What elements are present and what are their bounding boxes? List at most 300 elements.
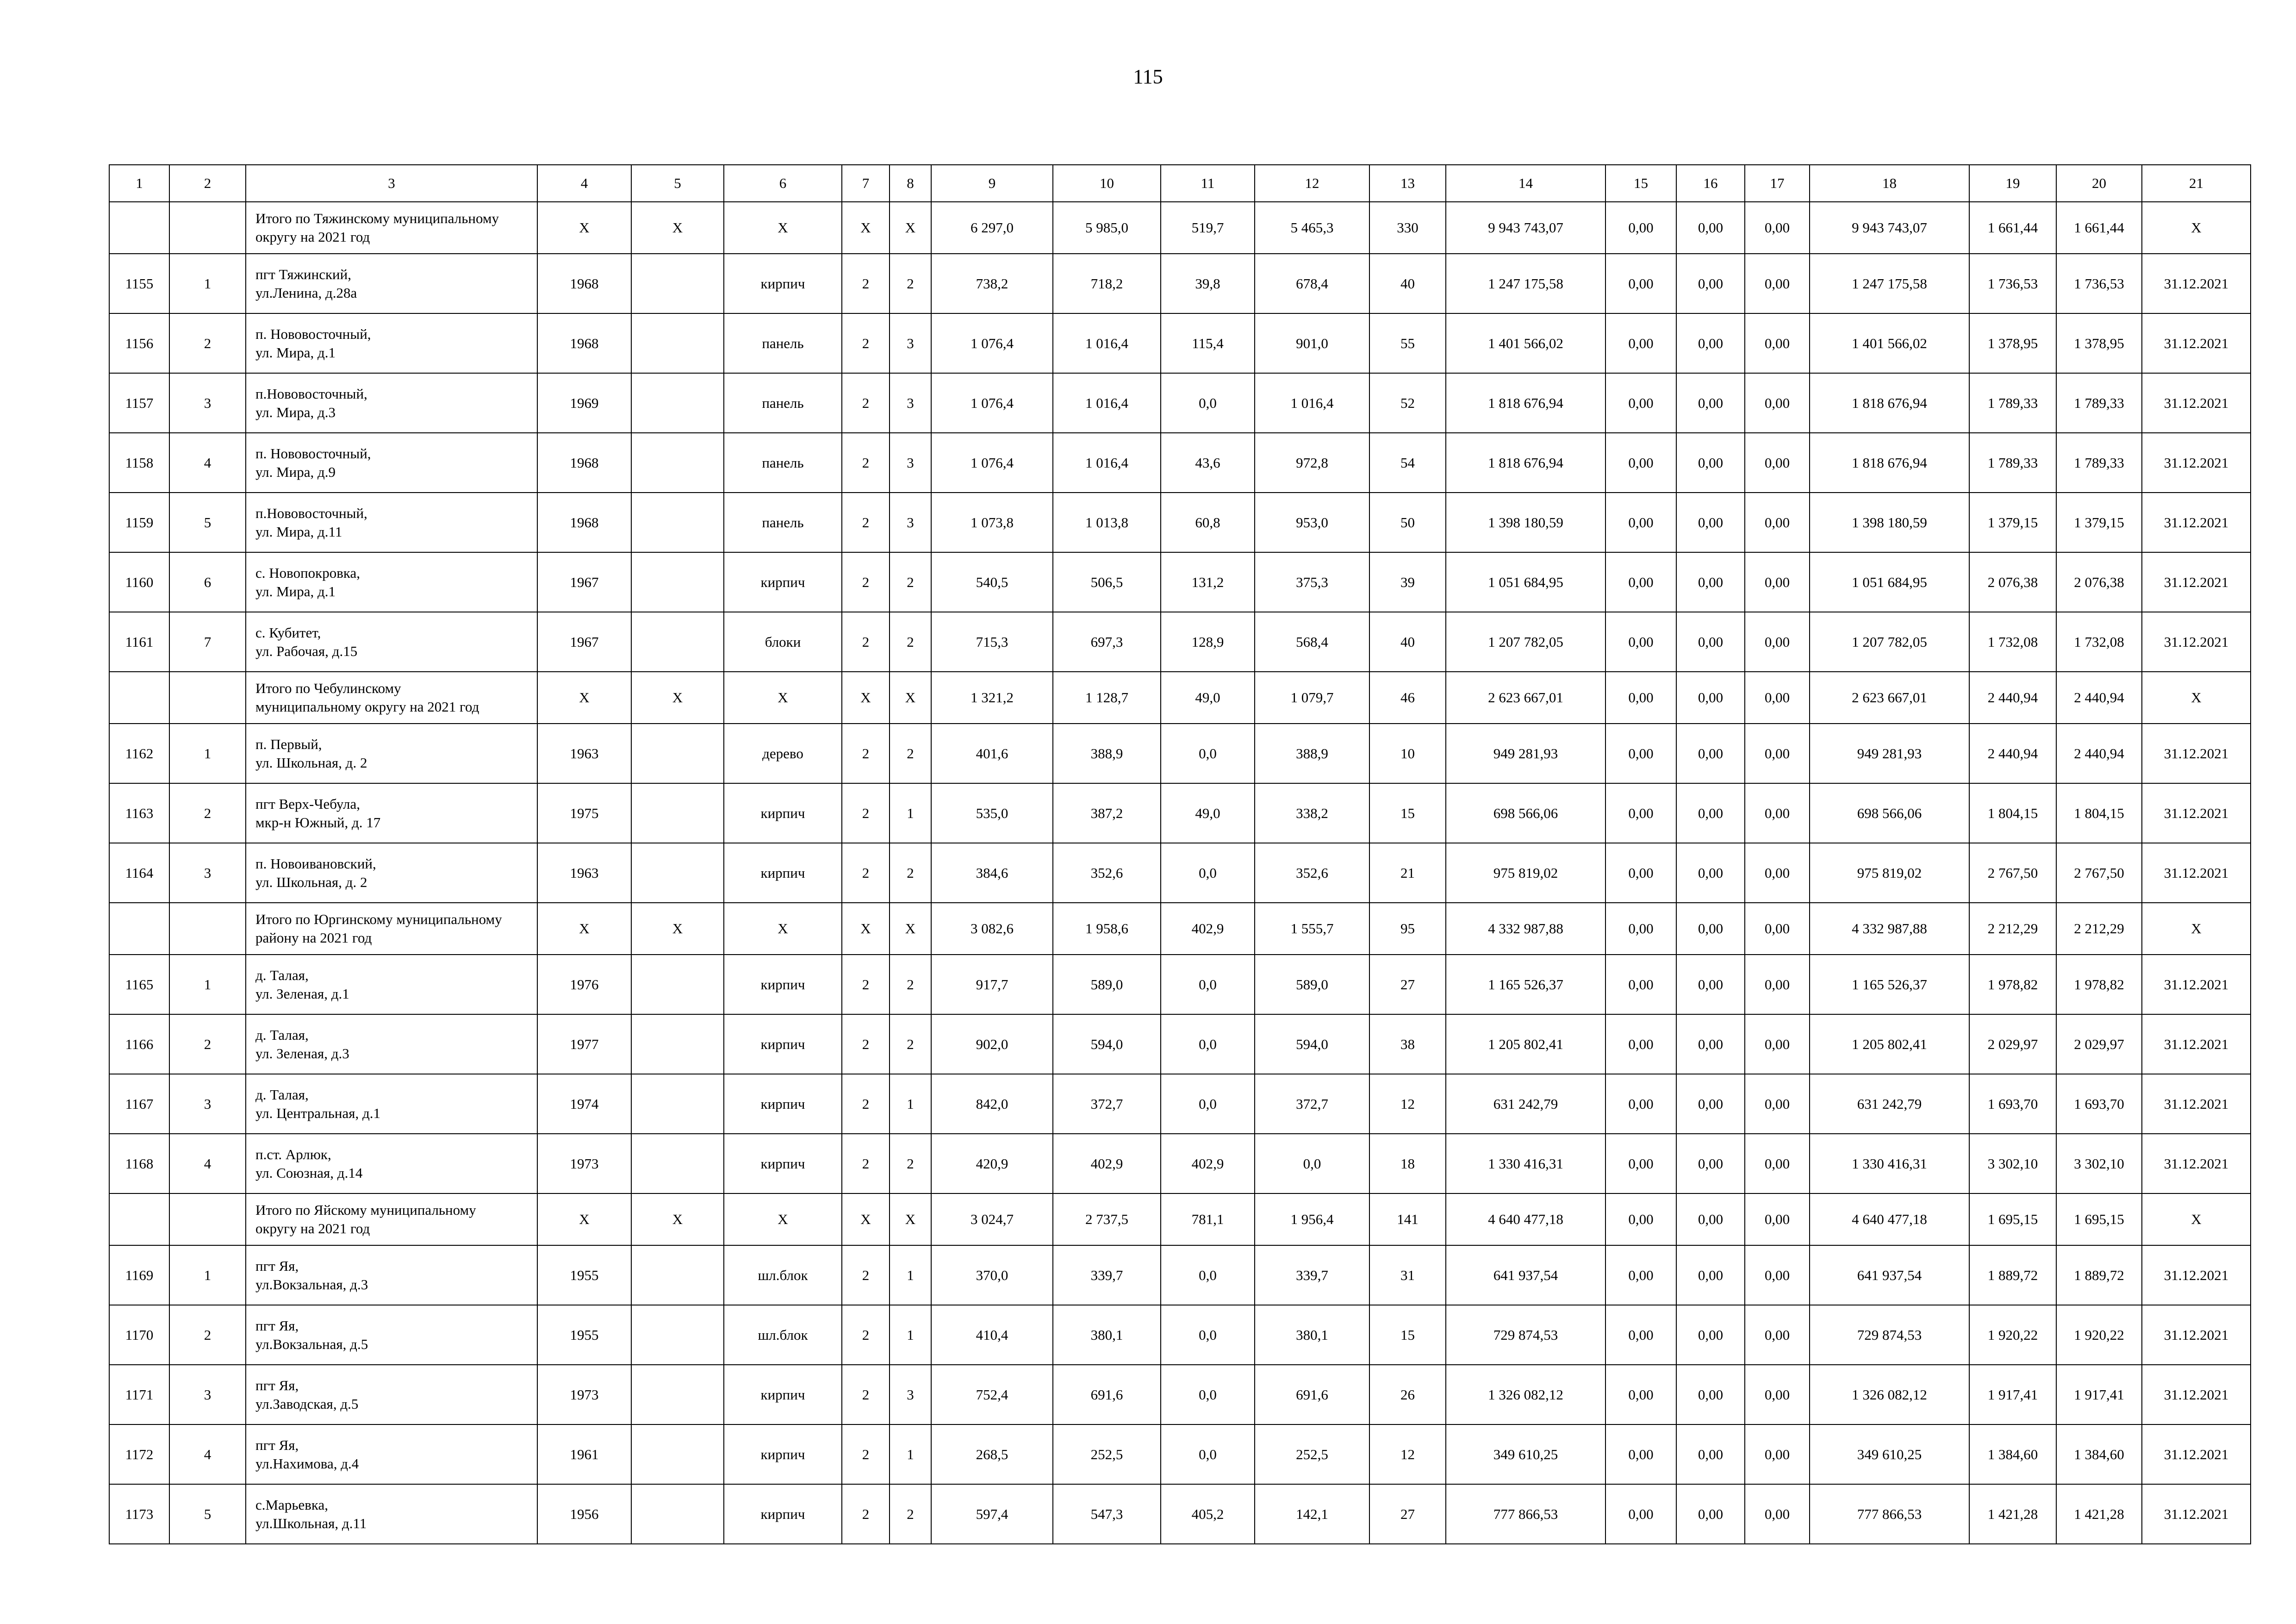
- column-header: 8: [890, 165, 931, 202]
- table-cell: 2: [842, 254, 890, 313]
- table-cell: 1 693,70: [2056, 1074, 2142, 1134]
- table-cell: 2: [842, 955, 890, 1014]
- table-cell: 1 165 526,37: [1446, 955, 1605, 1014]
- table-cell: 1 804,15: [1969, 783, 2056, 843]
- table-cell: 40: [1369, 612, 1446, 672]
- table-cell: 0,0: [1255, 1134, 1369, 1193]
- table-cell: 1 165 526,37: [1810, 955, 1969, 1014]
- housing-registry-table: [109, 164, 2251, 1544]
- column-header: 4: [537, 165, 631, 202]
- table-cell: 31.12.2021: [2142, 1424, 2251, 1484]
- cell-line: Итого по Чебулинскому: [255, 680, 401, 696]
- table-cell: 0,00: [1676, 1305, 1745, 1365]
- table-cell: 0,00: [1676, 612, 1745, 672]
- table-cell: 1 920,22: [1969, 1305, 2056, 1365]
- subtotal-row: [109, 1193, 2251, 1245]
- table-cell: 0,00: [1676, 1245, 1745, 1305]
- cell-line: ул.Школьная, д.11: [255, 1515, 367, 1531]
- table-cell: [631, 1424, 724, 1484]
- table-cell: 1 555,7: [1255, 903, 1369, 955]
- table-cell: 594,0: [1255, 1014, 1369, 1074]
- table-cell: 1 205 802,41: [1446, 1014, 1605, 1074]
- cell-line: Итого по Яйскому муниципальному: [255, 1202, 476, 1218]
- table-row: [109, 1424, 2251, 1484]
- table-cell: 31.12.2021: [2142, 493, 2251, 552]
- table-cell: 2 440,94: [2056, 724, 2142, 783]
- table-row: [109, 1014, 2251, 1074]
- cell-line: с. Кубитет,: [255, 624, 321, 641]
- table-cell: 729 874,53: [1446, 1305, 1605, 1365]
- table-cell: 4: [169, 433, 246, 493]
- table-cell: 370,0: [931, 1245, 1053, 1305]
- table-cell: Х: [631, 903, 724, 955]
- cell-line: ул. Мира, д.1: [255, 344, 336, 361]
- table-cell: 0,00: [1676, 903, 1745, 955]
- table-cell: 0,0: [1161, 955, 1255, 1014]
- cell-line: п. Нововосточный,: [255, 445, 371, 462]
- table-row: [109, 843, 2251, 903]
- table-cell: кирпич: [724, 1074, 842, 1134]
- table-cell: Х: [724, 202, 842, 254]
- address-cell: [246, 1305, 537, 1365]
- cell-line: ул. Зеленая, д.1: [255, 985, 349, 1002]
- table-cell: 31.12.2021: [2142, 373, 2251, 433]
- table-cell: [169, 903, 246, 955]
- table-cell: [109, 672, 169, 724]
- table-cell: 777 866,53: [1446, 1484, 1605, 1544]
- table-cell: [631, 612, 724, 672]
- table-cell: 2 737,5: [1053, 1193, 1161, 1245]
- table-cell: 1 804,15: [2056, 783, 2142, 843]
- table-cell: 2: [890, 612, 931, 672]
- table-cell: 128,9: [1161, 612, 1255, 672]
- table-cell: 1969: [537, 373, 631, 433]
- table-cell: 1968: [537, 313, 631, 373]
- table-body: [109, 202, 2251, 1544]
- table-cell: 0,00: [1605, 612, 1676, 672]
- table-cell: 31.12.2021: [2142, 433, 2251, 493]
- cell-line: д. Талая,: [255, 1086, 309, 1103]
- table-row: [109, 433, 2251, 493]
- address-cell: [246, 843, 537, 903]
- table-cell: 1974: [537, 1074, 631, 1134]
- column-header: 19: [1969, 165, 2056, 202]
- subtotal-row: [109, 903, 2251, 955]
- table-cell: 3: [169, 843, 246, 903]
- table-cell: 1 207 782,05: [1446, 612, 1605, 672]
- table-cell: 131,2: [1161, 552, 1255, 612]
- table-cell: 1 818 676,94: [1446, 373, 1605, 433]
- table-cell: 402,9: [1053, 1134, 1161, 1193]
- table-row: [109, 783, 2251, 843]
- table-cell: 0,00: [1605, 1305, 1676, 1365]
- table-cell: 506,5: [1053, 552, 1161, 612]
- table-row: [109, 1245, 2251, 1305]
- table-cell: 0,00: [1605, 254, 1676, 313]
- cell-line: ул. Мира, д.9: [255, 463, 336, 480]
- table-cell: 1 789,33: [2056, 373, 2142, 433]
- table-cell: [631, 254, 724, 313]
- table-cell: 55: [1369, 313, 1446, 373]
- table-cell: 1 207 782,05: [1810, 612, 1969, 672]
- cell-line: пгт Тяжинский,: [255, 266, 351, 282]
- table-cell: 4 332 987,88: [1446, 903, 1605, 955]
- table-cell: 2 440,94: [2056, 672, 2142, 724]
- table-cell: 15: [1369, 1305, 1446, 1365]
- table-cell: [631, 1365, 724, 1424]
- column-header: 3: [246, 165, 537, 202]
- table-cell: 5: [169, 493, 246, 552]
- table-cell: 1162: [109, 724, 169, 783]
- cell-line: пгт Яя,: [255, 1317, 299, 1334]
- address-cell: [246, 724, 537, 783]
- table-cell: [109, 202, 169, 254]
- table-cell: 1170: [109, 1305, 169, 1365]
- table-cell: 0,00: [1605, 672, 1676, 724]
- table-cell: 2 623 667,01: [1810, 672, 1969, 724]
- cell-line: Итого по Юргинскому муниципальному: [255, 911, 502, 927]
- table-cell: 380,1: [1255, 1305, 1369, 1365]
- table-cell: 1 326 082,12: [1810, 1365, 1969, 1424]
- table-cell: 3: [890, 1365, 931, 1424]
- table-cell: Х: [537, 202, 631, 254]
- table-cell: 1 889,72: [2056, 1245, 2142, 1305]
- table-cell: [631, 1484, 724, 1544]
- table-row: [109, 612, 2251, 672]
- table-cell: [631, 1245, 724, 1305]
- table-cell: 1956: [537, 1484, 631, 1544]
- table-cell: 0,00: [1676, 313, 1745, 373]
- table-cell: Х: [631, 202, 724, 254]
- table-cell: 1 051 684,95: [1810, 552, 1969, 612]
- table-cell: 31.12.2021: [2142, 1365, 2251, 1424]
- table-cell: 372,7: [1053, 1074, 1161, 1134]
- cell-line: п. Первый,: [255, 736, 322, 752]
- table-cell: 0,00: [1605, 373, 1676, 433]
- table-cell: 1: [169, 724, 246, 783]
- table-cell: 141: [1369, 1193, 1446, 1245]
- table-cell: 0,00: [1605, 1424, 1676, 1484]
- table-cell: 1961: [537, 1424, 631, 1484]
- table-cell: 372,7: [1255, 1074, 1369, 1134]
- table-cell: 1 978,82: [2056, 955, 2142, 1014]
- table-cell: [631, 843, 724, 903]
- table-cell: 6: [169, 552, 246, 612]
- table-cell: 1 076,4: [931, 433, 1053, 493]
- table-cell: 1 693,70: [1969, 1074, 2056, 1134]
- table-cell: 1 789,33: [2056, 433, 2142, 493]
- table-cell: 0,00: [1745, 1424, 1810, 1484]
- table-cell: 31.12.2021: [2142, 1305, 2251, 1365]
- table-cell: 31.12.2021: [2142, 724, 2251, 783]
- table-cell: 27: [1369, 955, 1446, 1014]
- table-cell: 388,9: [1255, 724, 1369, 783]
- table-cell: 3: [890, 313, 931, 373]
- table-cell: 1155: [109, 254, 169, 313]
- table-cell: панель: [724, 433, 842, 493]
- cell-line: с.Марьевка,: [255, 1496, 328, 1513]
- table-cell: 0,00: [1676, 955, 1745, 1014]
- address-cell: [246, 1245, 537, 1305]
- cell-line: ул. Школьная, д. 2: [255, 874, 367, 890]
- table-cell: Х: [631, 1193, 724, 1245]
- table-cell: 0,00: [1605, 843, 1676, 903]
- table-cell: 2 076,38: [2056, 552, 2142, 612]
- table-cell: 2: [890, 254, 931, 313]
- table-cell: Х: [631, 672, 724, 724]
- table-cell: 2: [842, 552, 890, 612]
- table-cell: 0,00: [1745, 202, 1810, 254]
- cell-line: п.Нововосточный,: [255, 505, 367, 521]
- table-cell: 2: [842, 783, 890, 843]
- table-cell: 1169: [109, 1245, 169, 1305]
- table-cell: 1 401 566,02: [1810, 313, 1969, 373]
- address-cell: [246, 783, 537, 843]
- table-cell: 1164: [109, 843, 169, 903]
- table-cell: 2: [842, 612, 890, 672]
- table-cell: 10: [1369, 724, 1446, 783]
- table-cell: 0,0: [1161, 843, 1255, 903]
- table-cell: 631 242,79: [1446, 1074, 1605, 1134]
- table-cell: 3 302,10: [2056, 1134, 2142, 1193]
- table-row: [109, 1305, 2251, 1365]
- table-row: [109, 955, 2251, 1014]
- table-cell: Х: [890, 202, 931, 254]
- table-cell: 2 440,94: [1969, 724, 2056, 783]
- cell-line: пгт Яя,: [255, 1257, 299, 1274]
- table-cell: [631, 1134, 724, 1193]
- cell-line: ул. Зеленая, д.3: [255, 1045, 349, 1062]
- table-cell: 949 281,93: [1446, 724, 1605, 783]
- cell-line: п.ст. Арлюк,: [255, 1146, 331, 1162]
- table-cell: 917,7: [931, 955, 1053, 1014]
- table-cell: 0,00: [1745, 1484, 1810, 1544]
- table-cell: 31.12.2021: [2142, 1484, 2251, 1544]
- table-cell: 1: [169, 254, 246, 313]
- table-cell: 31.12.2021: [2142, 612, 2251, 672]
- address-cell: [246, 433, 537, 493]
- table-cell: 31.12.2021: [2142, 254, 2251, 313]
- table-cell: 0,00: [1605, 724, 1676, 783]
- column-header: 1: [109, 165, 169, 202]
- table-cell: 1973: [537, 1134, 631, 1193]
- address-cell: [246, 612, 537, 672]
- table-cell: 678,4: [1255, 254, 1369, 313]
- table-cell: 0,00: [1676, 254, 1745, 313]
- table-cell: 1 384,60: [2056, 1424, 2142, 1484]
- table-cell: 0,0: [1161, 1014, 1255, 1074]
- table-cell: 18: [1369, 1134, 1446, 1193]
- table-cell: 752,4: [931, 1365, 1053, 1424]
- cell-line: ул. Рабочая, д.15: [255, 643, 358, 659]
- cell-line: ул.Вокзальная, д.5: [255, 1336, 368, 1352]
- table-cell: 0,00: [1745, 783, 1810, 843]
- table-cell: 0,00: [1745, 612, 1810, 672]
- table-cell: 31.12.2021: [2142, 1245, 2251, 1305]
- table-cell: 2: [842, 1134, 890, 1193]
- table-row: [109, 724, 2251, 783]
- column-header: 13: [1369, 165, 1446, 202]
- table-cell: 1172: [109, 1424, 169, 1484]
- table-cell: 0,0: [1161, 1074, 1255, 1134]
- cell-line: пгт Яя,: [255, 1377, 299, 1393]
- table-cell: 31.12.2021: [2142, 313, 2251, 373]
- table-cell: 1973: [537, 1365, 631, 1424]
- table-cell: 0,00: [1745, 672, 1810, 724]
- table-cell: 0,00: [1745, 1245, 1810, 1305]
- table-cell: 3: [169, 1074, 246, 1134]
- table-cell: 697,3: [1053, 612, 1161, 672]
- table-cell: 0,00: [1605, 955, 1676, 1014]
- table-cell: 1 016,4: [1053, 313, 1161, 373]
- cell-line: д. Талая,: [255, 1026, 309, 1043]
- table-cell: 2: [890, 843, 931, 903]
- table-cell: Х: [842, 1193, 890, 1245]
- table-cell: Х: [2142, 672, 2251, 724]
- cell-line: ул. Школьная, д. 2: [255, 754, 367, 771]
- column-header: 6: [724, 165, 842, 202]
- table-cell: Х: [2142, 1193, 2251, 1245]
- table-cell: 1 247 175,58: [1446, 254, 1605, 313]
- column-header: 21: [2142, 165, 2251, 202]
- table-cell: 0,00: [1605, 1484, 1676, 1544]
- table-cell: 641 937,54: [1810, 1245, 1969, 1305]
- cell-line: ул.Нахимова, д.4: [255, 1455, 359, 1472]
- table-cell: 2: [842, 373, 890, 433]
- table-cell: 1 016,4: [1053, 373, 1161, 433]
- table-cell: кирпич: [724, 1365, 842, 1424]
- table-cell: 1161: [109, 612, 169, 672]
- table-cell: 1 326 082,12: [1446, 1365, 1605, 1424]
- table-cell: 1 917,41: [1969, 1365, 2056, 1424]
- cell-line: ул. Мира, д.3: [255, 404, 336, 420]
- table-cell: 3: [169, 373, 246, 433]
- cell-line: п. Новоивановский,: [255, 855, 376, 872]
- table-cell: 1: [890, 1074, 931, 1134]
- column-header: 15: [1605, 165, 1676, 202]
- table-cell: [631, 493, 724, 552]
- table-cell: 31.12.2021: [2142, 843, 2251, 903]
- table-cell: 2: [169, 1305, 246, 1365]
- table-cell: 1157: [109, 373, 169, 433]
- table-cell: 1 401 566,02: [1446, 313, 1605, 373]
- table-cell: 2: [890, 955, 931, 1014]
- table-cell: 1: [890, 1424, 931, 1484]
- address-cell: [246, 552, 537, 612]
- table-cell: 0,00: [1605, 1134, 1676, 1193]
- table-cell: 0,00: [1745, 1134, 1810, 1193]
- table-cell: [631, 1074, 724, 1134]
- column-header: 2: [169, 165, 246, 202]
- table-cell: 5: [169, 1484, 246, 1544]
- table-row: [109, 1074, 2251, 1134]
- table-cell: 39,8: [1161, 254, 1255, 313]
- table-cell: 9 943 743,07: [1810, 202, 1969, 254]
- table-cell: 1167: [109, 1074, 169, 1134]
- table-cell: 1968: [537, 433, 631, 493]
- table-cell: 380,1: [1053, 1305, 1161, 1365]
- table-cell: 842,0: [931, 1074, 1053, 1134]
- table-cell: 12: [1369, 1424, 1446, 1484]
- table-cell: 1168: [109, 1134, 169, 1193]
- table-cell: 0,00: [1745, 1014, 1810, 1074]
- column-header: 5: [631, 165, 724, 202]
- table-cell: 0,00: [1745, 373, 1810, 433]
- table-cell: 1976: [537, 955, 631, 1014]
- table-cell: 0,00: [1676, 843, 1745, 903]
- table-cell: 339,7: [1053, 1245, 1161, 1305]
- table-cell: 0,00: [1745, 1305, 1810, 1365]
- table-cell: 2: [890, 724, 931, 783]
- table-cell: 0,00: [1605, 493, 1676, 552]
- table-cell: [169, 202, 246, 254]
- table-cell: 252,5: [1053, 1424, 1161, 1484]
- cell-line: п. Нововосточный,: [255, 325, 371, 342]
- table-cell: 1 732,08: [2056, 612, 2142, 672]
- table-cell: 1975: [537, 783, 631, 843]
- table-cell: 1: [169, 1245, 246, 1305]
- table-cell: Х: [2142, 202, 2251, 254]
- table-cell: 1 384,60: [1969, 1424, 2056, 1484]
- table-cell: 2: [842, 313, 890, 373]
- table-cell: 5 985,0: [1053, 202, 1161, 254]
- table-cell: 0,00: [1605, 1365, 1676, 1424]
- table-cell: 352,6: [1255, 843, 1369, 903]
- table-cell: 402,9: [1161, 903, 1255, 955]
- table-cell: 1 073,8: [931, 493, 1053, 552]
- table-cell: 631 242,79: [1810, 1074, 1969, 1134]
- table-cell: 777 866,53: [1810, 1484, 1969, 1544]
- table-cell: 4: [169, 1134, 246, 1193]
- table-cell: кирпич: [724, 552, 842, 612]
- table-cell: 975 819,02: [1810, 843, 1969, 903]
- table-cell: 1158: [109, 433, 169, 493]
- table-cell: 2: [842, 1245, 890, 1305]
- address-cell: [246, 313, 537, 373]
- table-cell: 1: [890, 783, 931, 843]
- table-cell: 1977: [537, 1014, 631, 1074]
- table-cell: 0,00: [1745, 724, 1810, 783]
- table-cell: 1 818 676,94: [1810, 373, 1969, 433]
- table-cell: 15: [1369, 783, 1446, 843]
- table-cell: 1: [890, 1245, 931, 1305]
- table-cell: 2: [842, 724, 890, 783]
- table-cell: [631, 955, 724, 1014]
- table-cell: 2: [842, 843, 890, 903]
- table-cell: 729 874,53: [1810, 1305, 1969, 1365]
- table-cell: 2: [890, 1484, 931, 1544]
- column-header: 16: [1676, 165, 1745, 202]
- table-cell: 0,00: [1745, 433, 1810, 493]
- cell-line: округу на 2021 год: [255, 229, 370, 245]
- table-cell: 0,0: [1161, 724, 1255, 783]
- table-cell: 2: [842, 433, 890, 493]
- table-cell: 0,00: [1745, 955, 1810, 1014]
- cell-line: Итого по Тяжинскому муниципальному: [255, 210, 499, 226]
- table-cell: 1 128,7: [1053, 672, 1161, 724]
- table-cell: 0,00: [1676, 1074, 1745, 1134]
- table-cell: 352,6: [1053, 843, 1161, 903]
- table-cell: 410,4: [931, 1305, 1053, 1365]
- table-cell: 1955: [537, 1305, 631, 1365]
- table-cell: панель: [724, 313, 842, 373]
- table-row: [109, 373, 2251, 433]
- table-cell: 2: [842, 493, 890, 552]
- table-cell: 4 640 477,18: [1446, 1193, 1605, 1245]
- table-cell: Х: [842, 672, 890, 724]
- table-cell: [631, 1305, 724, 1365]
- cell-line: муниципальному округу на 2021 год: [255, 699, 479, 715]
